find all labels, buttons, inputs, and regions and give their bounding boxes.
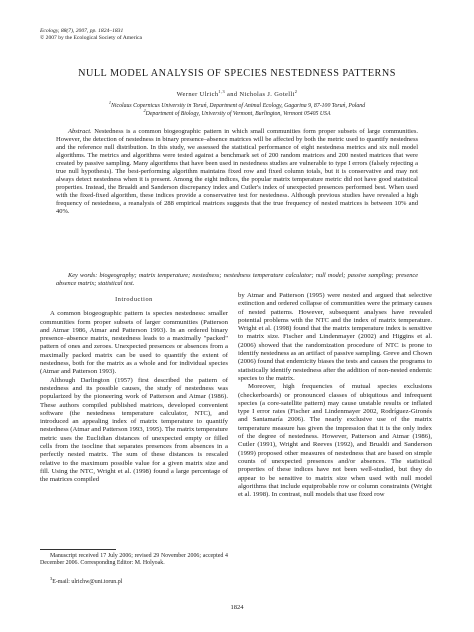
intro-paragraph-2: Although Darlington (1957) first described the pattern of nestedness and its possible causes, the study of nestedness was popularized by the pioneering work of Patterson and Atmar (1986). These authors compiled published matrices, developed convenient software (the nestedness temperature calculator, NTC), and introduced an appealing index of matrix temperature to quantify nestedness (Atmar and Patterson 1993, 1995). The matrix temperature metric uses the Euclidian distances of unexpected empty or filled cells from the isocline that separates presences from absences in a perfectly nested matrix. The sum of these distances is rescaled relative to the maximum possible value for a given matrix size and fill. Using the NTC, Wright et al. (1998) found a large percentage of the matrices compiled xyxy=(40,376,228,484)
abstract xyxy=(56,128,418,217)
journal-header xyxy=(40,28,142,42)
copyright-line: © 2007 by the Ecological Society of America xyxy=(40,35,142,41)
email-note xyxy=(50,576,122,585)
intro-paragraph-1: A common biogeographic pattern is species nestedness: smaller communities form proper subsets of larger communities (Patterson and Atmar 1986, Atmar and Patterson 1993). In an ordered binary presence–absence matrix, nestedness leads to a maximally "packed" pattern of ones and zeroes. Unexpected presences or absences from a maximally packed matrix can be used to quantify the extent of nestedness, both for the matrix as a whole and for individual species (Atmar and Patterson 1993). xyxy=(40,310,228,376)
article-title: NULL MODEL ANALYSIS OF SPECIES NESTEDNESS PATTERNS xyxy=(78,68,396,79)
page-number: 1824 xyxy=(230,604,244,611)
intro-paragraph-4: Moreover, high frequencies of mutual species exclusions (checkerboards) or pronounced classes of ubiquitous and infrequent species (a core-satellite pattern) may cause unstable results or inflated type I error rates (Fischer and Lindenmayer 2002, Rodríguez-Gironés and Santamaría 2006). The nearly exclusive use of the matrix temperature measure has given the impression that it is the only index of the degree of nestedness. However, Patterson and Atmar (1986), Cutler (1991), Wright and Reeves (1992), and Brualdi and Sanderson (1999) proposed other measures of nestedness that are based on simple counts of unexpected presences and/or absences. The statistical properties of these indices have not been well-studied, but they do appear to be sensitive to matrix size when used with null model algorithms that include equiprobable row or column constraints (Wright et al. 1998). In contrast, null models that use fixed row xyxy=(238,383,432,499)
keywords-lead: Key words: xyxy=(68,272,98,279)
author-conjunction: and xyxy=(227,91,238,99)
left-column xyxy=(40,292,228,485)
affiliation-2-text: Department of Biology, University of Vermont, Burlington, Vermont 05405 USA xyxy=(145,110,331,117)
keywords-text: biogeography; matrix temperature; nestedness; nestedness temperature calculator; null model; passive sampling; presence absence matrix; statistical test. xyxy=(56,272,418,287)
author-first: Werner Ulrich xyxy=(176,91,219,99)
footnote xyxy=(40,553,228,567)
abstract-lead: Abstract. xyxy=(68,128,92,135)
affiliation-2-sup: 2 xyxy=(143,108,146,113)
keywords xyxy=(56,272,418,288)
affiliation-2 xyxy=(0,108,474,117)
intro-paragraph-3: by Atmar and Patterson (1995) were nested and argued that selective extinction and ordered collapse of communities were the primary causes of nested patterns. However, subsequent analyses have revealed potential problems with the NTC and the index of matrix temperature. Wright et al. (1998) found that the matrix temperature index is sensitive to matrix size. Fischer and Lindenmayer (2002) and Higgins et al. (2006) showed that the randomization procedure of NTC is prone to identify nestedness as an artifact of passive sampling. Greve and Chown (2006) found that endemicity biases the tests and causes the programs to statistically identify nestedness after the addition of non-nested endemic species to the matrix. xyxy=(238,292,432,382)
author-line xyxy=(0,89,474,98)
abstract-text: Nestedness is a common biogeographic pattern in which small communities form proper subsets of large communities. However, the detection of nestedness in binary presence–absence matrices will be affected by both the metric used to quantify nestedness and the reference null distribution. In this study, we assessed the statistical performance of eight nestedness metrics and six null model algorithms. The metrics and algorithms were tested against a benchmark set of 200 random matrices and 200 nested matrices that were created by passive sampling. Many algorithms that have been used in nestedness studies are vulnerable to type I errors (falsely rejecting a true null hypothesis). The best-performing algorithm maintains fixed row and fixed column totals, but it is conservative and may not always detect nestedness when it is present. Among the eight indices, the popular matrix temperature metric did not have good statistical properties. Instead, the Brualdi and Sanderson discrepancy index and Cutler's index of unexpected presences performed best. When used with the fixed-fixed algorithm, these indices provide a conservative test for nestedness. Although previous studies have revealed a high frequency of nestedness, a reanalysis of 288 empirical matrices suggests that the true frequency of nested matrices is between 10% and 40%. xyxy=(56,128,418,216)
author-second-sup: 2 xyxy=(294,89,298,94)
manuscript-note: Manuscript received 17 July 2006; revised 29 November 2006; accepted 4 December 2006. Corresponding Editor: M. Holyoak. xyxy=(40,553,228,567)
right-column xyxy=(238,292,432,499)
email-sup: 3 xyxy=(50,576,53,581)
email-text: E-mail: ulrichw@uni.torun.pl xyxy=(52,578,123,585)
affiliation-1-text: Nicolaus Copernicus University in Toruń, Department of Animal Ecology, Gagarina 9, 87-100 Toruń, Poland xyxy=(111,102,366,109)
journal-citation: Ecology, 88(7), 2007, pp. 1824–1831 xyxy=(40,28,124,34)
section-heading: Introduction xyxy=(115,296,153,303)
affiliation-1-sup: 1 xyxy=(108,100,112,105)
author-second: Nicholas J. Gotelli xyxy=(239,91,295,99)
author-first-sup: 1,3 xyxy=(218,89,225,94)
footnote-rule xyxy=(40,549,116,550)
